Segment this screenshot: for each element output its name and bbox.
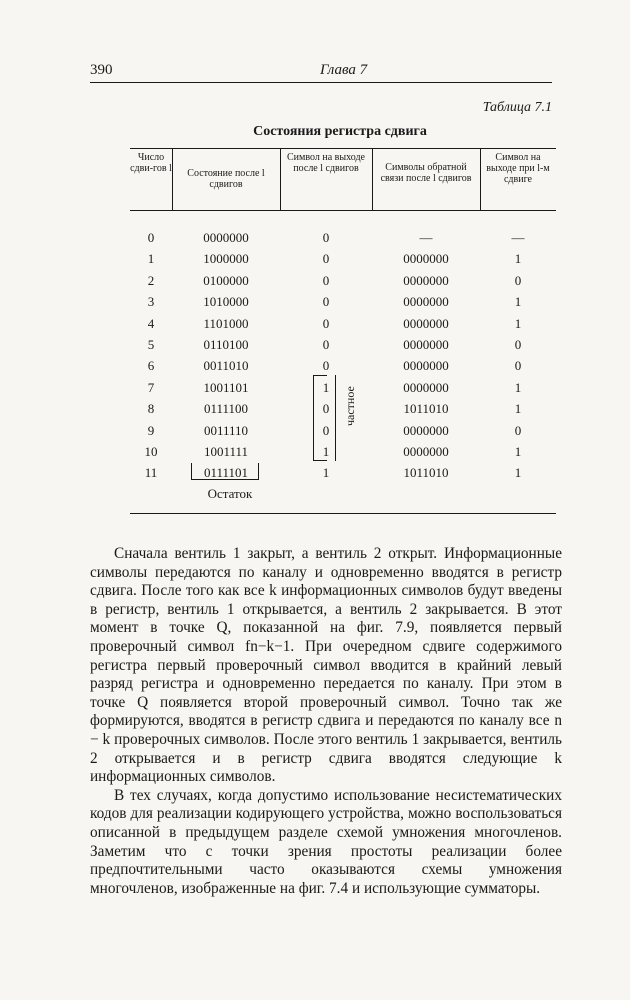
body-text [90,545,562,898]
cell-output-at-shift: 0 [514,358,522,374]
cell-feedback: 0000000 [403,337,449,352]
cell-state: 1010000 [203,294,249,310]
cell-state: 0000000 [203,230,249,245]
cell-output-at-shift: 1 [514,379,522,395]
table-header-rule [130,210,556,211]
cell-feedback: 0000000 [403,272,449,288]
table-row [130,316,556,337]
column-divider [172,148,173,210]
paragraph: Сначала вентиль 1 закрыт, а вентиль 2 открыт. Информационные символы передаются по каналу и одновременно вводятся в регистр сдвига. После того как все k информационных символов будут введены в регистр, вентиль 1 открывается, а вентиль 2 закрывается. В этот момент в точке Q, показанной на фиг. 7.9, появляется первый проверочный символ fn−k−1. При очередном сдвиге содержимого регистра первый проверочный символ вводится в крайний левый разряд регистра и одновременно передается по каналу. При этом в точке Q появляется второй проверочный символ. Точно так же формируются, вводятся в регистр сдвига и передаются по каналу все n − k проверочных символов. После этого вентиль 1 закрывается, вентиль 2 открывается и в регистр сдвига вводятся следующие k информационных символов. [90,545,562,786]
cell-output-at-shift: 0 [514,272,522,288]
cell-output: 0 [322,337,330,352]
cell-state: 0111100 [203,401,249,417]
cell-state: 0111101 [203,465,249,481]
table-row [130,230,556,251]
cell-shifts: 6 [147,358,155,374]
cell-feedback: 1011010 [403,465,449,481]
column-divider [480,148,481,210]
cell-output-at-shift: 1 [514,401,522,417]
cell-state: 1001101 [203,379,249,395]
cell-output-at-shift: 1 [514,444,522,459]
cell-feedback: 0000000 [403,358,449,374]
cell-output: 0 [322,230,330,245]
cell-shifts: 7 [147,379,155,395]
quotient-label: частное [343,386,357,426]
cell-output: 1 [322,465,330,481]
page-header [90,62,552,84]
cell-output: 0 [322,272,330,288]
cell-output-at-shift: 1 [514,315,522,331]
cell-output: 0 [322,294,330,310]
cell-feedback: 0000000 [403,444,449,459]
cell-output: 0 [322,251,330,267]
paragraph: В тех случаях, когда допустимо использование несистематических кодов для реализации кодирующего устройства, можно воспользоваться описанной в предыдущем разделе схемой умножения многочленов. Заметим что с точки зрения простоты реализации более предпочтительными часто оказываются схемы умножения многочленов, изображенные на фиг. 7.4 и использующие сумматоры. [90,786,562,897]
col-header-shifts: Число сдви-гов l [130,152,172,174]
col-header-state: Состояние после l сдвигов [187,168,265,190]
cell-feedback: 1011010 [403,401,449,417]
cell-state: 0110100 [203,337,249,352]
remainder-label: Остаток [207,486,253,501]
cell-shifts: 0 [147,230,155,245]
cell-shifts: 10 [144,444,158,459]
cell-output-at-shift: 1 [514,251,522,267]
table-row [130,294,556,315]
cell-shifts: 2 [147,272,155,288]
cell-feedback: 0000000 [403,315,449,331]
header-rule [90,82,552,83]
cell-output: 0 [322,358,330,374]
table-row [130,273,556,294]
cell-shifts: 4 [147,315,155,331]
cell-shifts: 3 [147,294,155,310]
shift-register-table [130,148,556,514]
table-row [130,251,556,272]
cell-shifts: 1 [147,251,155,267]
cell-shifts: 9 [147,422,155,438]
column-divider [280,148,281,210]
cell-feedback: 0000000 [403,251,449,267]
col-header-output: Символ на выходе после l сдвигов [287,152,365,174]
table-top-rule [130,148,556,149]
cell-output: 0 [322,422,330,438]
page-number: 390 [90,62,113,78]
cell-output-at-shift: 1 [514,465,522,481]
cell-feedback: 0000000 [403,422,449,438]
cell-state: 0100000 [203,272,249,288]
cell-output-at-shift: — [511,230,525,245]
cell-output-at-shift: 0 [514,337,522,352]
col-header-output-at-shift: Символ на выходе при l-м сдвиге [486,152,550,185]
cell-output-at-shift: 0 [514,422,522,438]
cell-state: 1001111 [203,444,249,459]
cell-shifts: 11 [144,465,158,481]
cell-output: 0 [322,315,330,331]
col-header-feedback: Символы обратной связи после l сдвигов [380,162,472,184]
table-row [130,358,556,379]
chapter-title: Глава 7 [320,62,368,78]
cell-output: 0 [322,401,330,417]
cell-output: 1 [322,444,330,459]
cell-output-at-shift: 1 [514,294,522,310]
cell-feedback: 0000000 [403,379,449,395]
cell-state: 1101000 [203,315,249,331]
table-label: Таблица 7.1 [482,100,552,115]
cell-state: 1000000 [203,251,249,267]
cell-feedback: 0000000 [403,294,449,310]
quotient-bracket [313,375,335,461]
cell-state: 0011010 [203,358,249,374]
cell-shifts: 8 [147,401,155,417]
cell-shifts: 5 [147,337,155,352]
cell-output: 1 [322,379,330,395]
table-bottom-rule [130,513,556,514]
table-row [130,337,556,358]
column-divider [372,148,373,210]
remainder-bracket [191,461,259,480]
cell-feedback: — [419,230,433,245]
table-title: Состояния регистра сдвига [253,124,427,139]
cell-state: 0011110 [203,422,249,438]
